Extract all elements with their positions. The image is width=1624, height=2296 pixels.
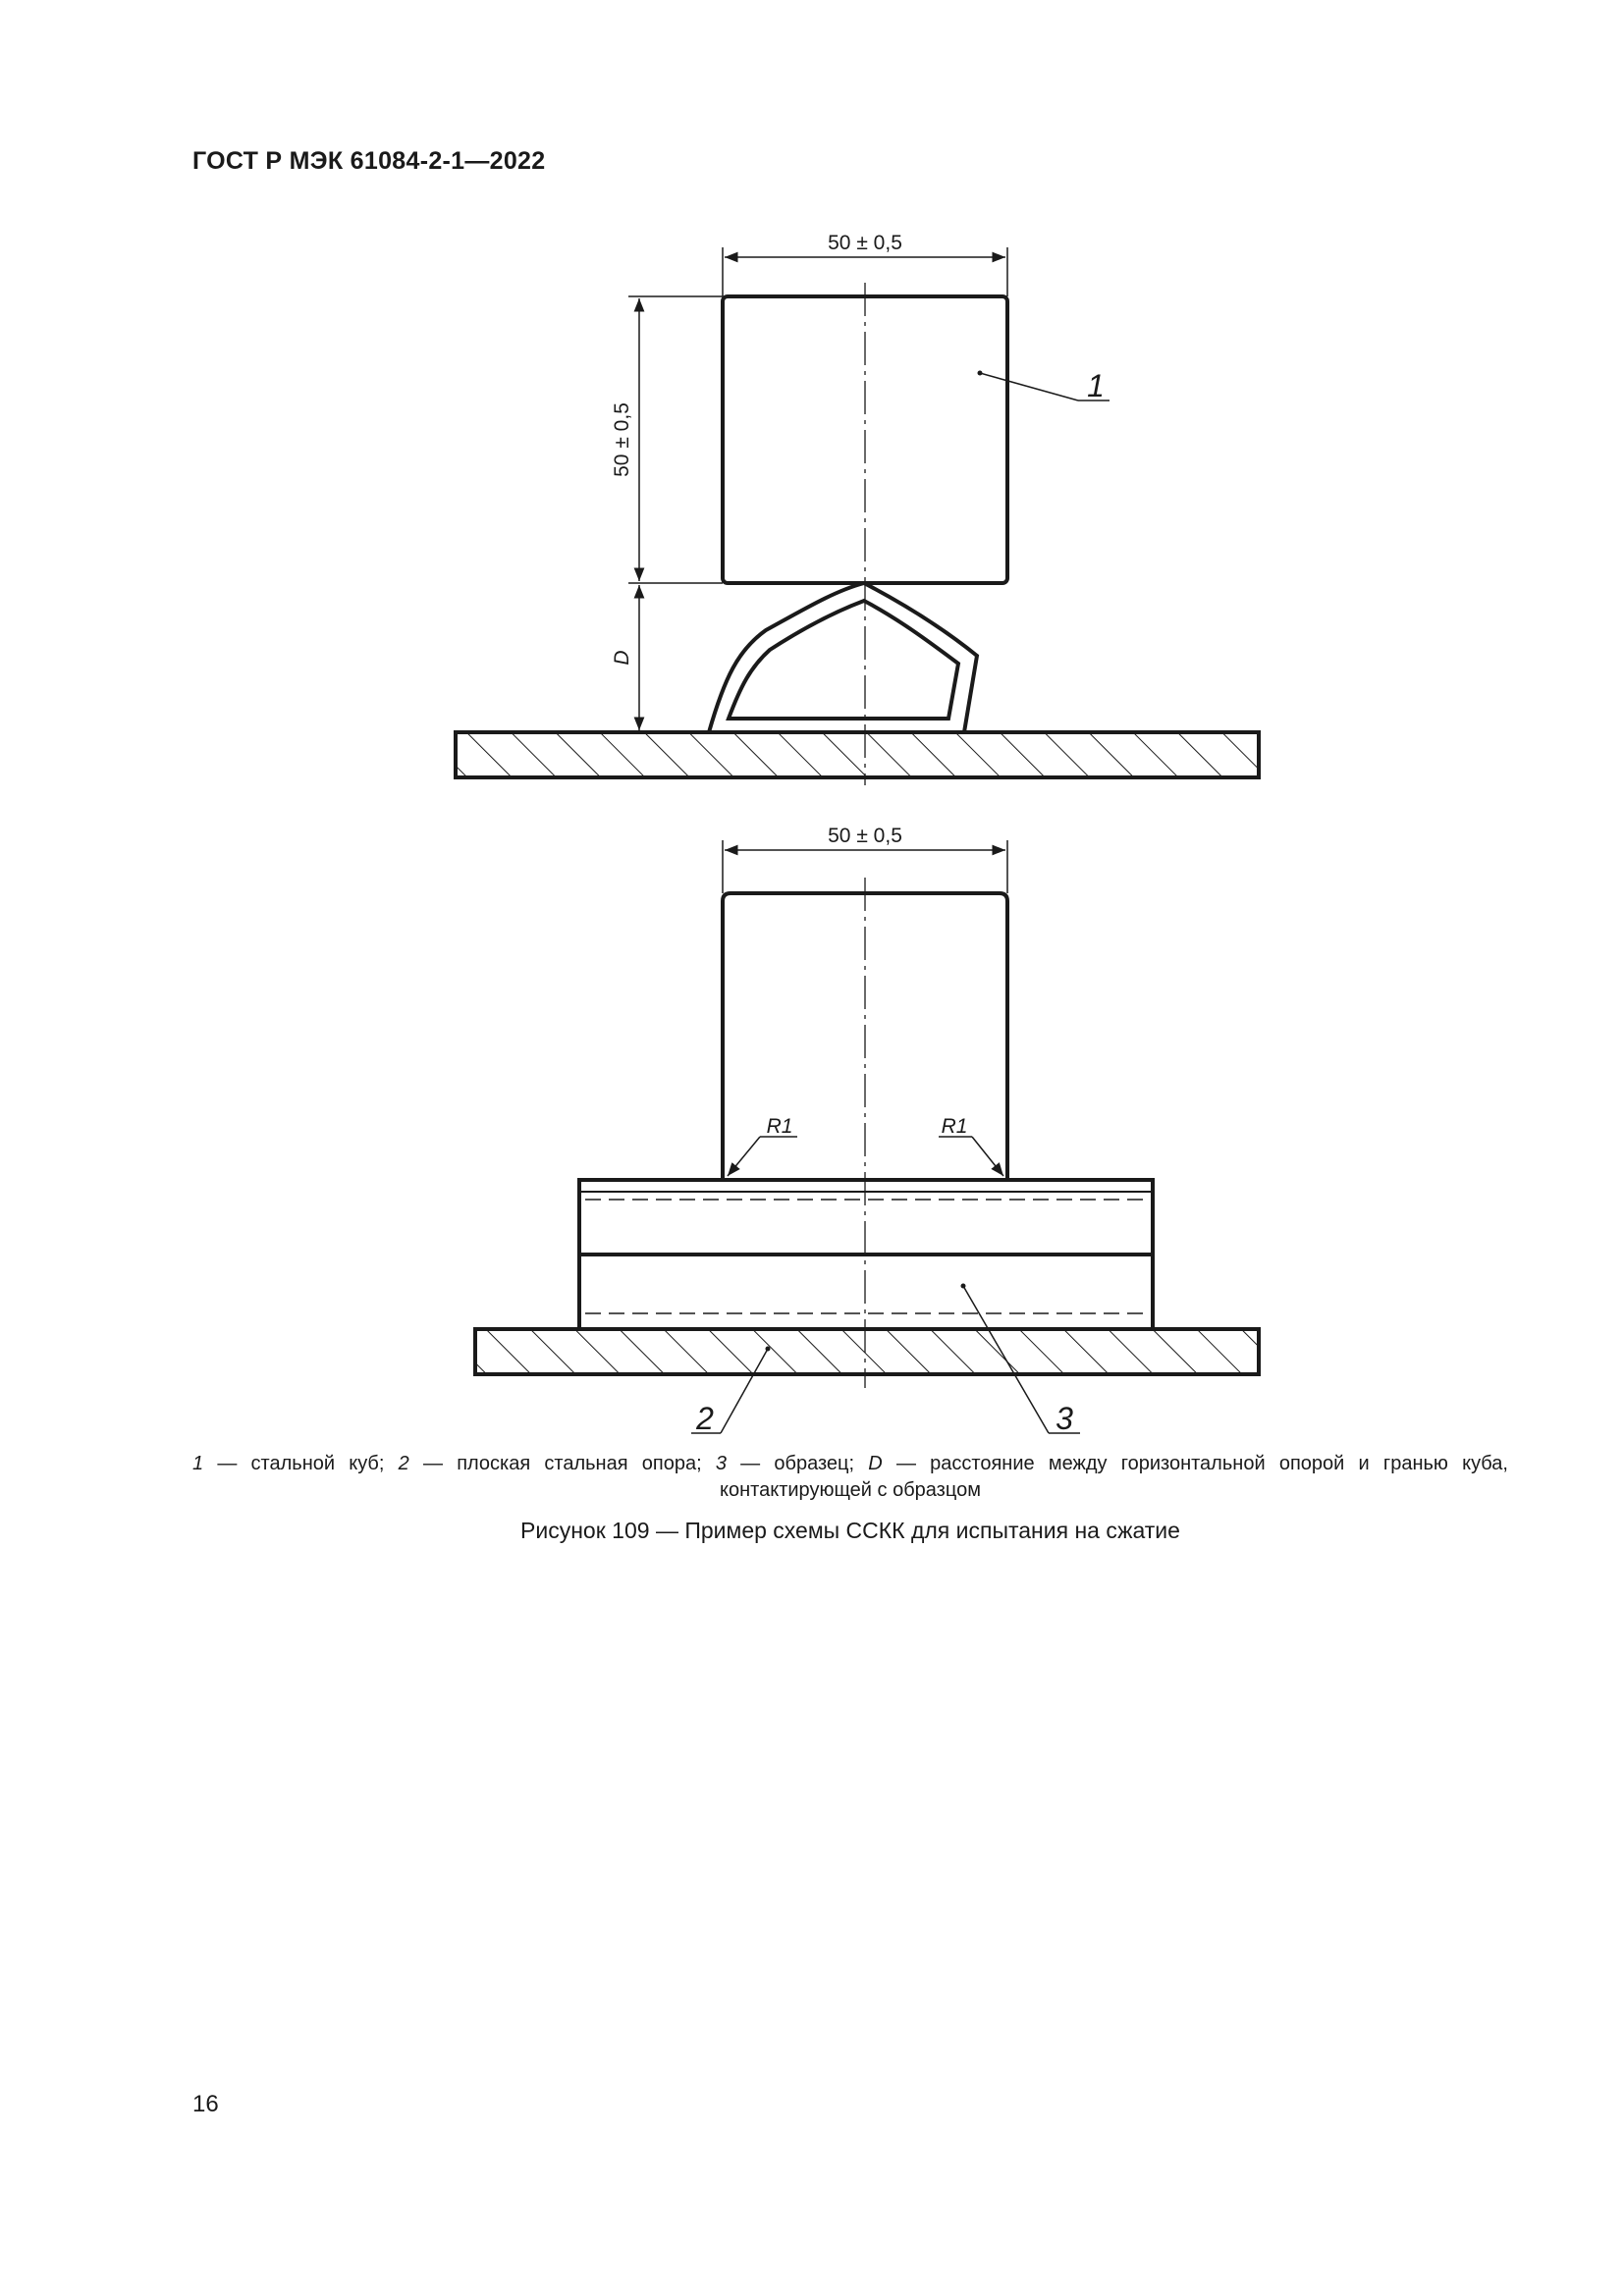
legend-line-1 bbox=[192, 1451, 1508, 1477]
bottom-flat-support bbox=[475, 1329, 1259, 1374]
cube-ref-label: 1 bbox=[1087, 368, 1105, 403]
legend-text-1: — стальной куб; bbox=[203, 1453, 399, 1474]
legend-num-3: 3 bbox=[715, 1453, 727, 1474]
specimen-outer bbox=[709, 583, 977, 732]
bottom-width-dim-label: 50 ± 0,5 bbox=[828, 825, 902, 847]
support-ref-label: 2 bbox=[696, 1401, 714, 1436]
legend-text-4: — расстояние между горизонтальной опорой и гранью куба, bbox=[882, 1453, 1508, 1474]
figure-legend bbox=[192, 1451, 1508, 1504]
document-code-header: ГОСТ Р МЭК 61084-2-1—2022 bbox=[192, 147, 546, 175]
figure-caption: Рисунок 109 — Пример схемы ССКК для испытания на сжатие bbox=[520, 1518, 1180, 1543]
radius-right-label: R1 bbox=[941, 1115, 968, 1138]
radius-left-label: R1 bbox=[766, 1115, 793, 1138]
legend-num-1: 1 bbox=[192, 1453, 204, 1474]
legend-line-2: контактирующей с образцом bbox=[720, 1479, 981, 1501]
top-view bbox=[456, 232, 1259, 785]
top-height-dim-label: 50 ± 0,5 bbox=[611, 402, 633, 477]
top-flat-support bbox=[456, 732, 1259, 777]
legend-num-4: D bbox=[868, 1453, 883, 1474]
legend-text-3: — образец; bbox=[726, 1453, 869, 1474]
top-width-dim-label: 50 ± 0,5 bbox=[828, 232, 902, 254]
page-number: 16 bbox=[192, 2091, 219, 2117]
specimen-ref-label: 3 bbox=[1056, 1401, 1073, 1436]
bottom-view bbox=[475, 825, 1259, 1436]
legend-num-2: 2 bbox=[398, 1453, 409, 1474]
legend-text-2: — плоская стальная опора; bbox=[408, 1453, 716, 1474]
distance-dim-label: D bbox=[611, 650, 633, 666]
